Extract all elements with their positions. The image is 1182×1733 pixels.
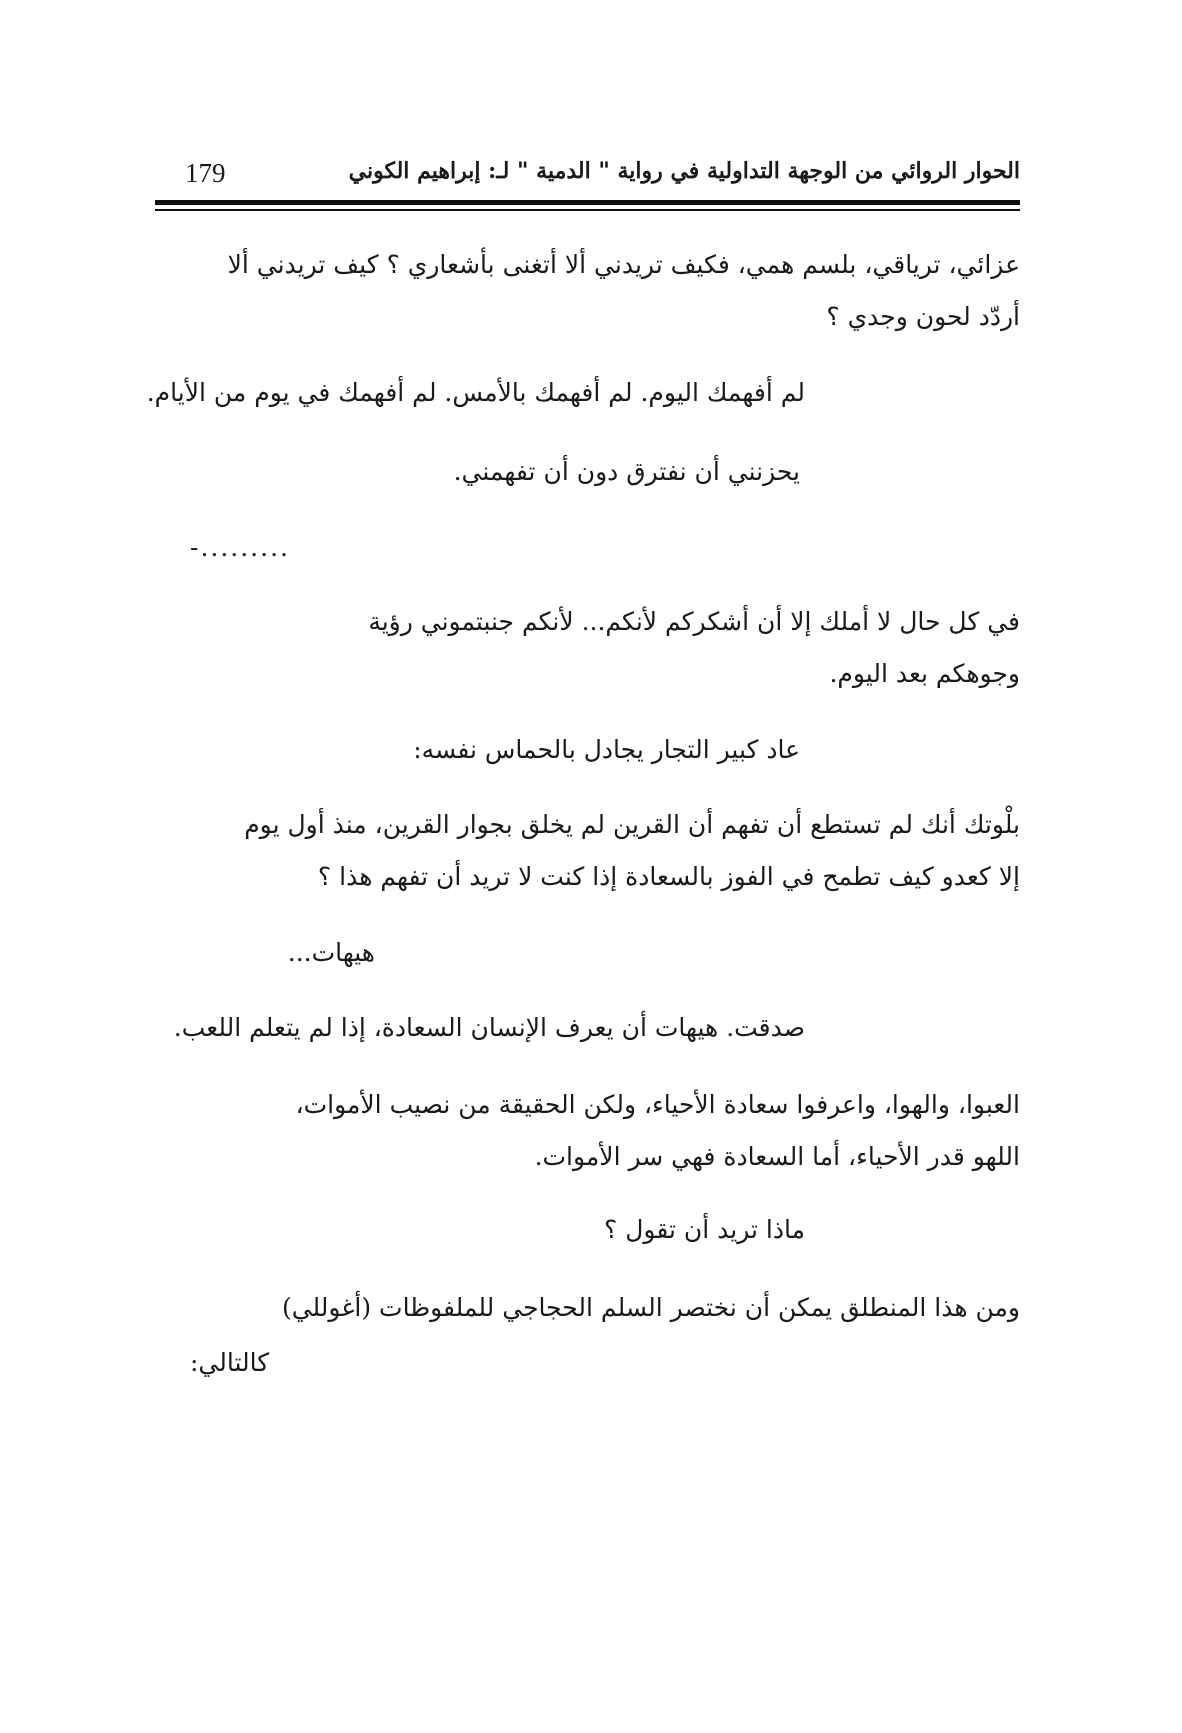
text-line: عزائي، ترياقي، بلسم همي، فكيف تريدني ألا أتغنى بأشعاري ؟ كيف تريدني ألا xyxy=(227,250,1020,279)
header-title: الحوار الروائي من الوجهة التداولية في رواية " الدمية " لـ: إبراهيم الكوني xyxy=(348,158,1020,184)
header-rule-thin xyxy=(155,209,1020,211)
text-line: ماذا تريد أن تقول ؟ xyxy=(604,1215,805,1244)
text-line: هيهات... xyxy=(287,938,375,967)
text-line: عاد كبير التجار يجادل بالحماس نفسه: xyxy=(413,735,800,764)
header-rule-thick xyxy=(155,200,1020,205)
text-line: وجوهكم بعد اليوم. xyxy=(829,659,1020,688)
text-line: العبوا، والهوا، واعرفوا سعادة الأحياء، ولكن الحقيقة من نصيب الأموات، xyxy=(295,1090,1020,1119)
text-line: كالتالي: xyxy=(190,1348,270,1377)
text-line: يحزنني أن نفترق دون أن تفهمني. xyxy=(453,457,800,486)
running-header xyxy=(155,150,1020,200)
text-line: أردّد لحون وجدي ؟ xyxy=(826,302,1020,331)
text-line: لم أفهمك اليوم. لم أفهمك بالأمس. لم أفهمك في يوم من الأيام. xyxy=(146,378,805,407)
dotted-line: -......... xyxy=(190,533,290,562)
text-line: صدقت. هيهات أن يعرف الإنسان السعادة، إذا لم يتعلم اللعب. xyxy=(173,1013,805,1042)
text-line: في كل حال لا أملك إلا أن أشكركم لأنكم... لأنكم جنبتموني رؤية xyxy=(368,607,1020,636)
page-number: 179 xyxy=(185,158,226,188)
text-line: إلا كعدو كيف تطمح في الفوز بالسعادة إذا كنت لا تريد أن تفهم هذا ؟ xyxy=(317,862,1020,891)
text-line: اللهو قدر الأحياء، أما السعادة فهي سر الأموات. xyxy=(534,1142,1020,1171)
text-line: بلْوتك أنك لم تستطع أن تفهم أن القرين لم يخلق بجوار القرين، منذ أول يوم xyxy=(244,810,1020,839)
text-line: ومن هذا المنطلق يمكن أن نختصر السلم الحجاجي للملفوظات (أغوللي) xyxy=(281,1293,1020,1322)
